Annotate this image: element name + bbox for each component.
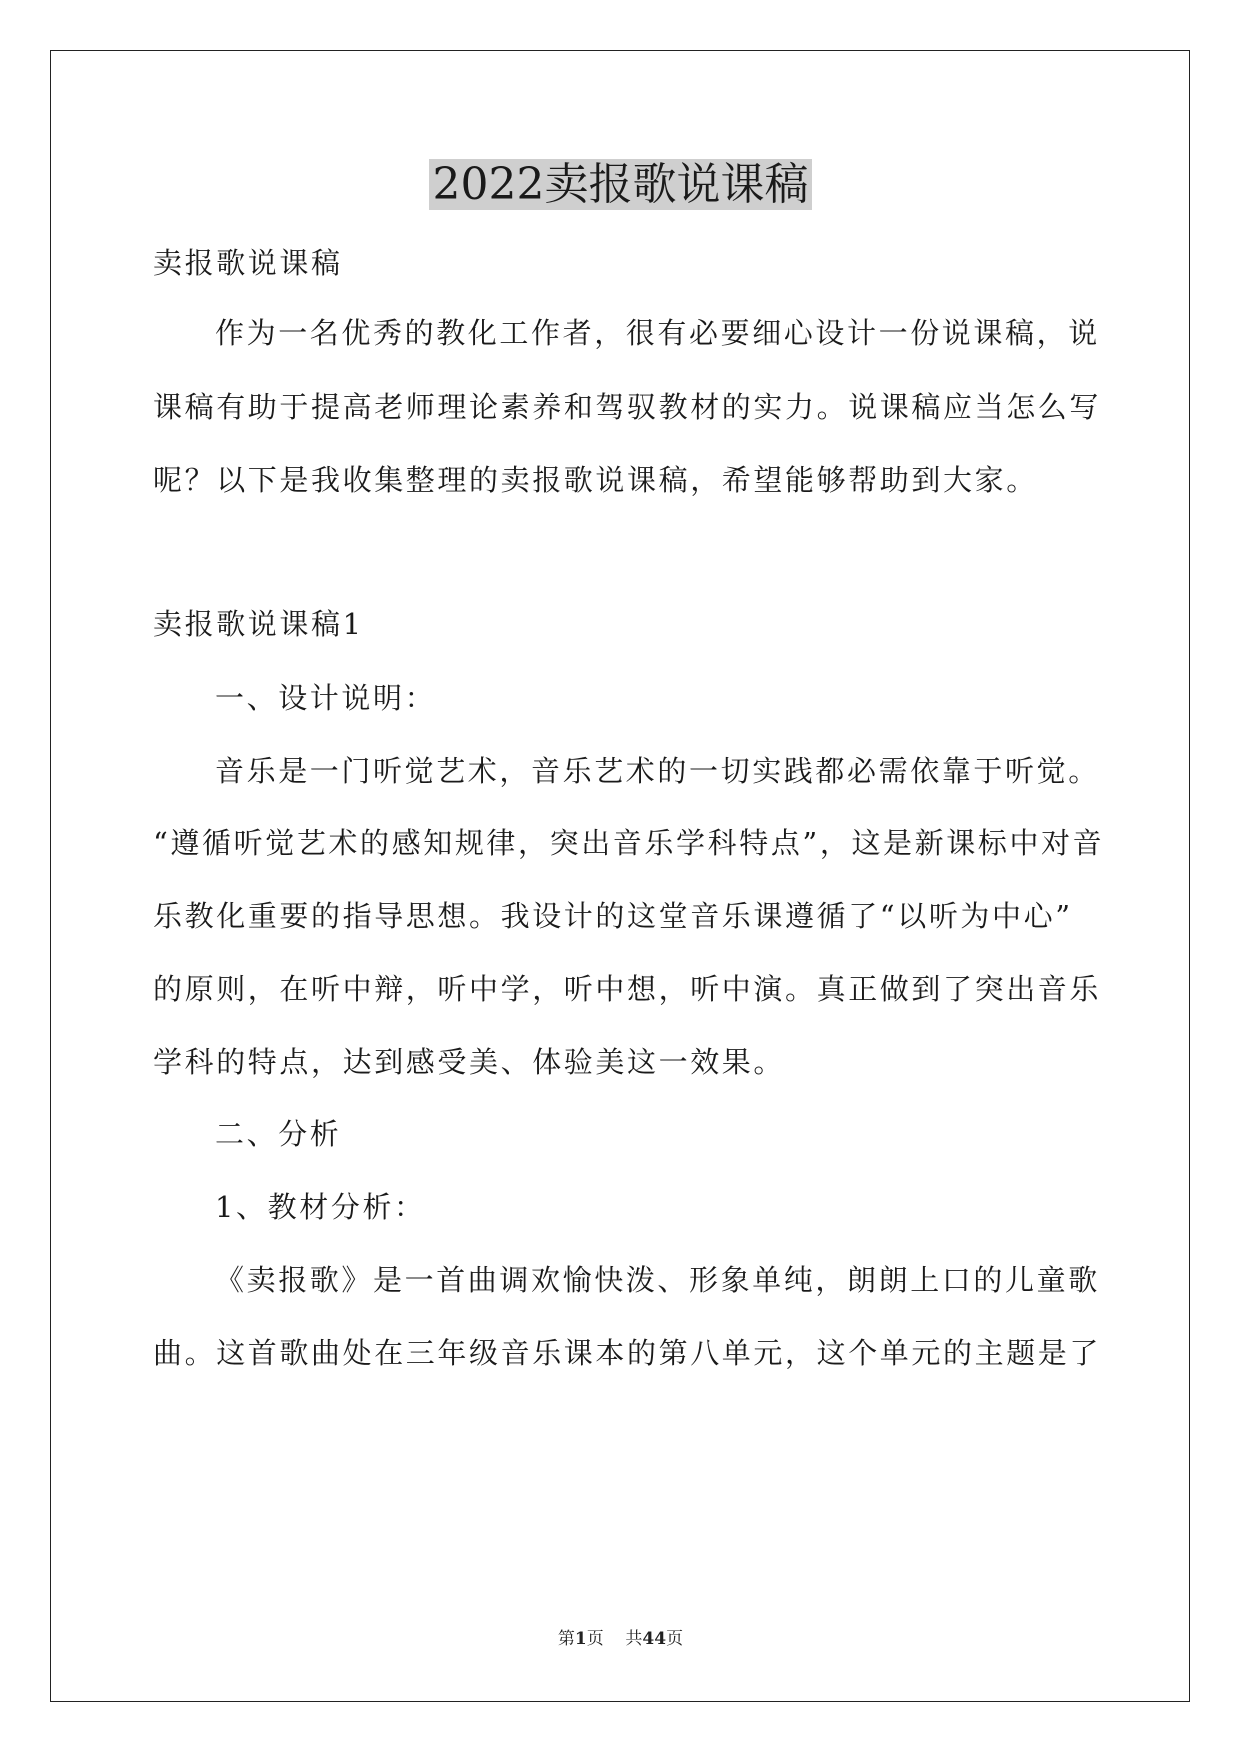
design-heading: 一、设计说明： <box>215 681 437 715</box>
page-footer <box>0 1628 1241 1650</box>
subtitle-line: 卖报歌说课稿 <box>153 246 343 280</box>
design-line-2: “遵循听觉艺术的感知规律，突出音乐学科特点”，这是新课标中对音 <box>153 826 1105 860</box>
intro-line-2: 课稿有助于提高老师理论素养和驾驭教材的实力。说课稿应当怎么写 <box>153 390 1102 424</box>
title-highlight: 2022卖报歌说课稿 <box>429 159 813 210</box>
design-line-1: 音乐是一门听觉艺术，音乐艺术的一切实践都必需依靠于听觉。 <box>215 754 1100 788</box>
design-line-3: 乐教化重要的指导思想。我设计的这堂音乐课遵循了“以听为中心” <box>153 899 1073 933</box>
footer-total-suffix: 页 <box>666 1629 684 1649</box>
analysis-heading: 二、分析 <box>215 1117 342 1151</box>
footer-page-suffix: 页 <box>586 1629 604 1649</box>
design-line-5: 学科的特点，达到感受美、体验美这一效果。 <box>153 1045 786 1079</box>
material-line-1: 《卖报歌》是一首曲调欢愉快泼、形象单纯，朗朗上口的儿童歌 <box>215 1263 1100 1297</box>
footer-total-pages: 44 <box>642 1629 667 1649</box>
page-border <box>50 50 1190 1702</box>
footer-page-number: 1 <box>574 1629 587 1649</box>
material-line-2: 曲。这首歌曲处在三年级音乐课本的第八单元，这个单元的主题是了 <box>153 1336 1102 1370</box>
material-heading: 1、教材分析： <box>215 1190 426 1224</box>
footer-page-prefix: 第 <box>557 1629 575 1649</box>
footer-total-prefix: 共 <box>625 1629 643 1649</box>
design-line-4: 的原则，在听中辩，听中学，听中想，听中演。真正做到了突出音乐 <box>153 972 1102 1006</box>
intro-line-1: 作为一名优秀的教化工作者，很有必要细心设计一份说课稿，说 <box>215 316 1100 350</box>
section-heading: 卖报歌说课稿1 <box>153 607 364 641</box>
document-title <box>0 155 1241 215</box>
intro-line-3: 呢？以下是我收集整理的卖报歌说课稿，希望能够帮助到大家。 <box>153 463 1038 497</box>
